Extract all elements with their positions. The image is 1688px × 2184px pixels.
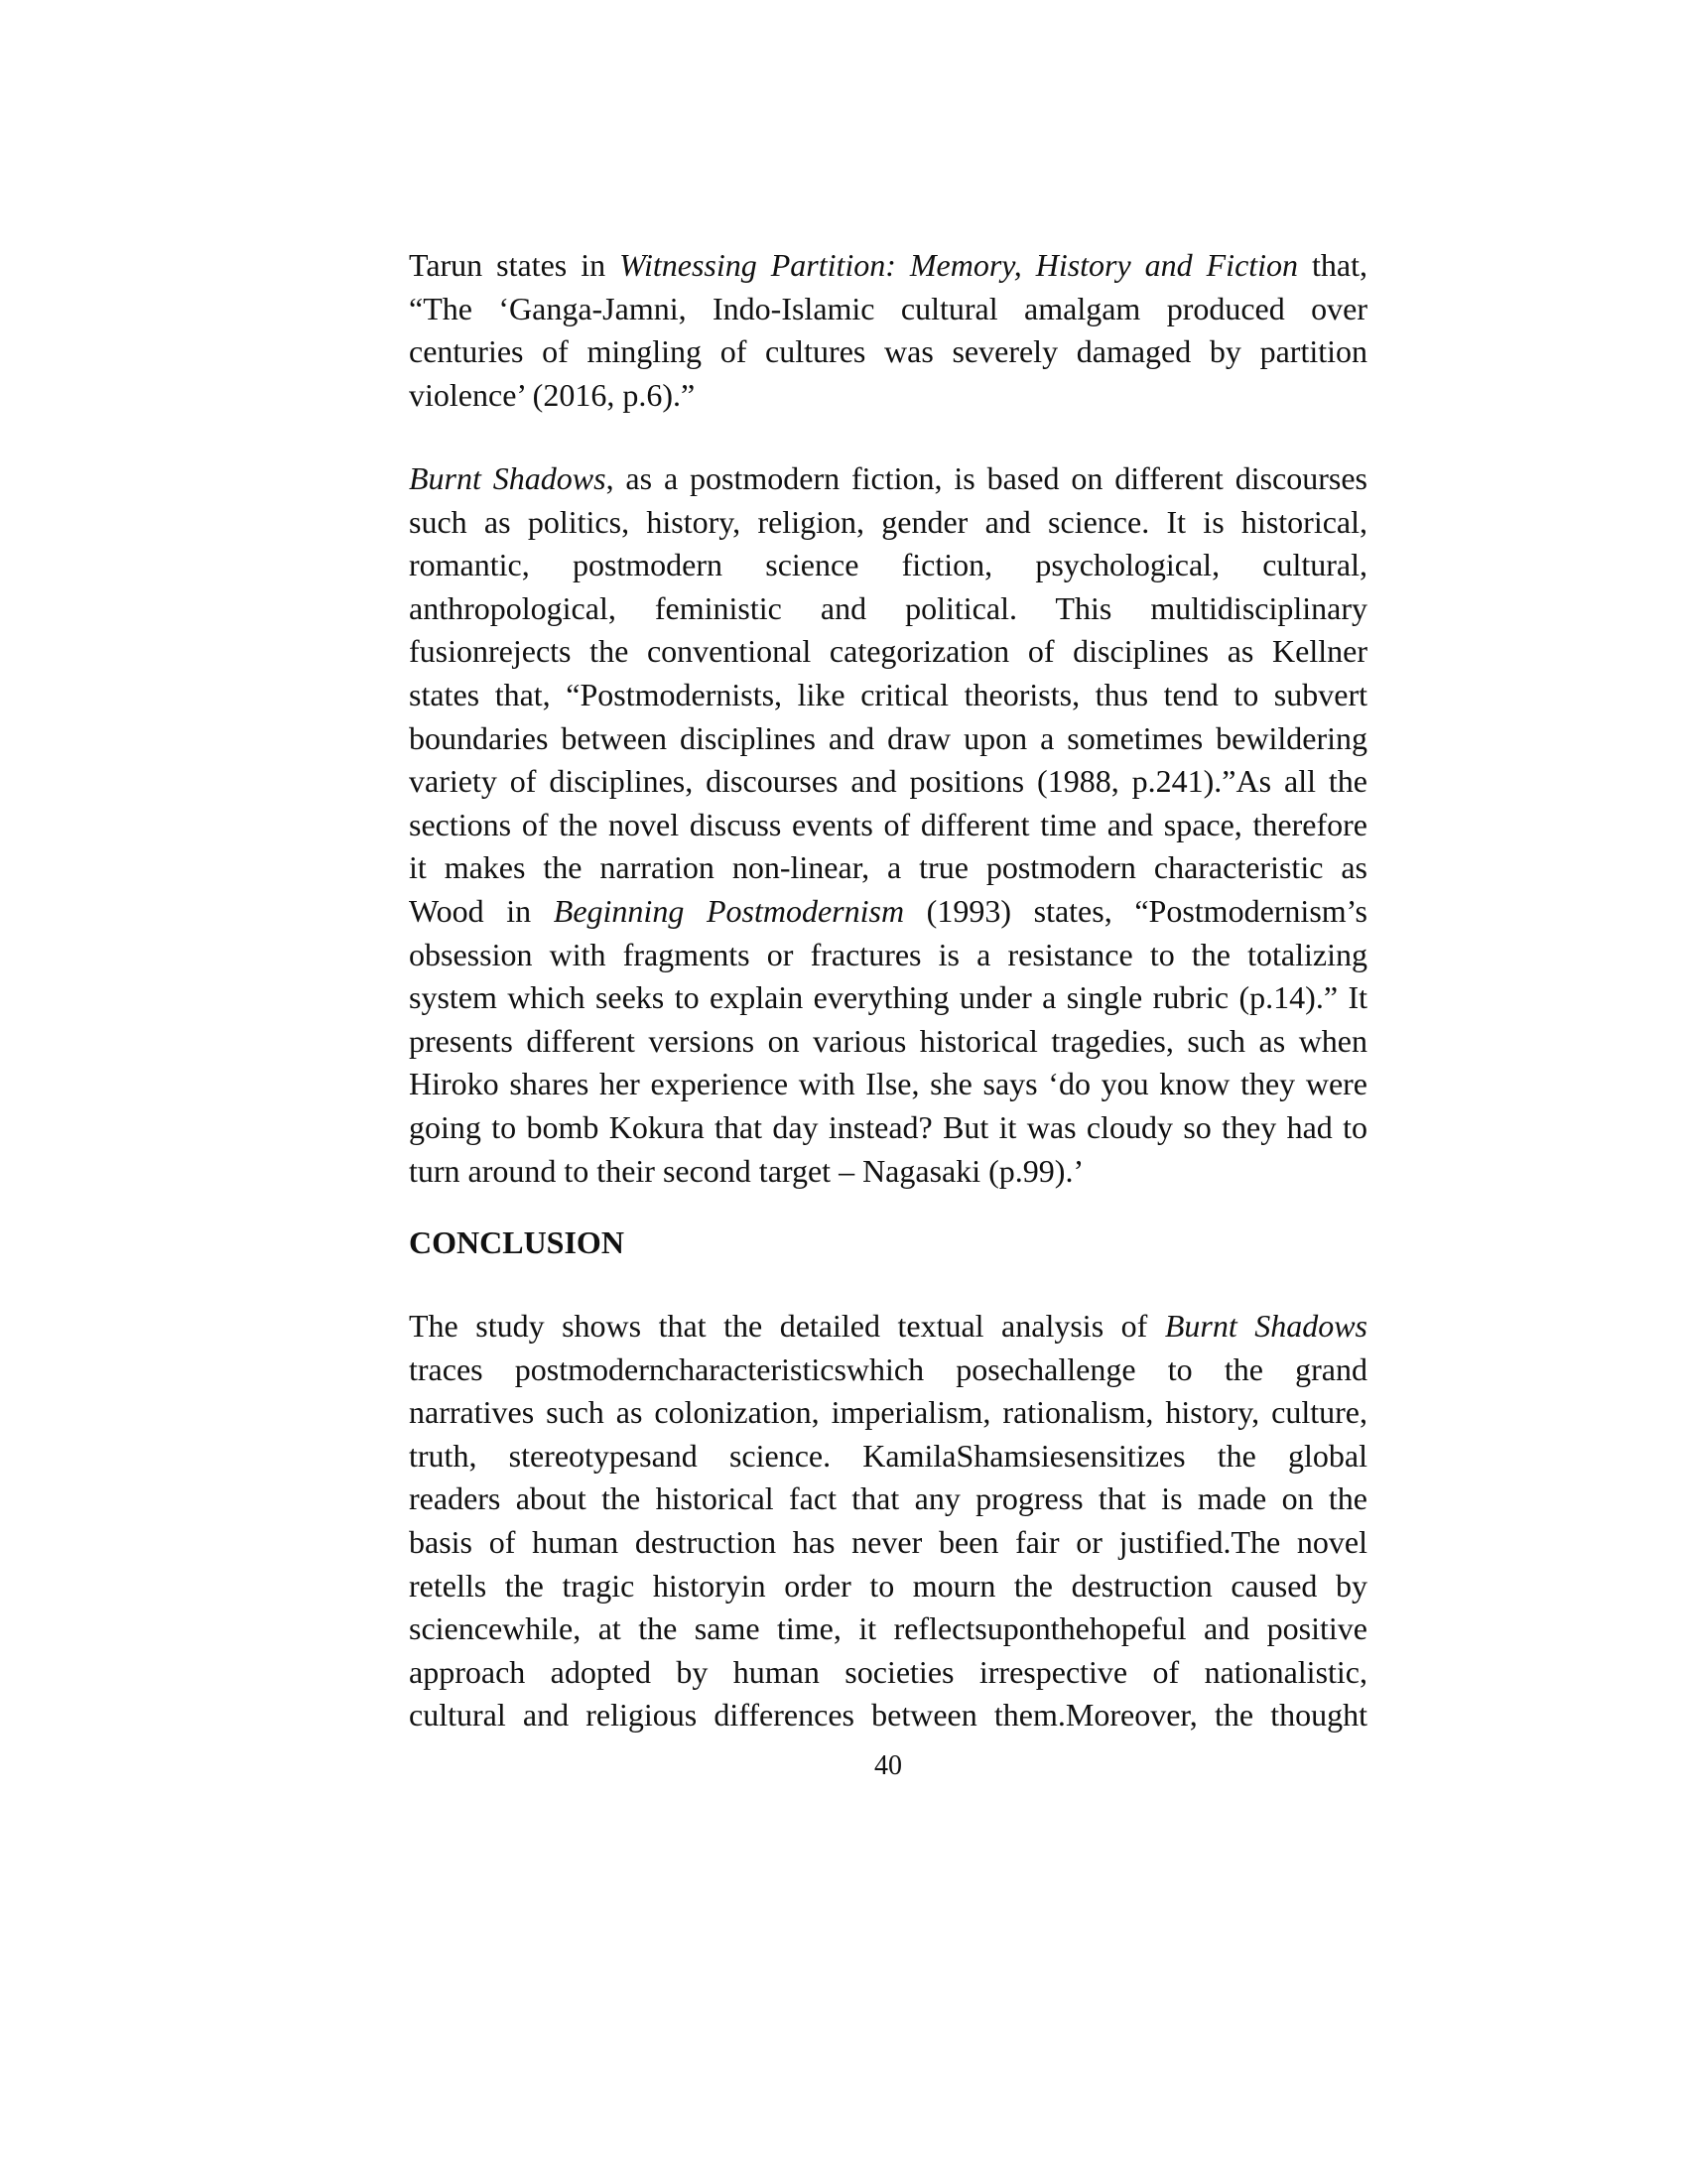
text-line: anthropological, feministic and political. This multidisciplinary	[409, 589, 1367, 626]
text-line: Wood in Beginning Postmodernism (1993) states, “Postmodernism’s	[409, 892, 1367, 929]
text-line: fusionrejects the conventional categorization of disciplines as Kellner	[409, 633, 1367, 670]
text-line: sciencewhile, at the same time, it reflectsuponthehopeful and positive	[409, 1610, 1367, 1647]
text-line: obsession with fragments or fractures is a resistance to the totalizing	[409, 936, 1367, 972]
text-line: Tarun states in Witnessing Partition: Memory, History and Fiction that,	[409, 247, 1367, 283]
text-line: Hiroko shares her experience with Ilse, she says ‘do you know they were	[409, 1066, 1367, 1102]
text-line: truth, stereotypesand science. KamilaShamsiesensitizes the global	[409, 1437, 1367, 1474]
text-line: The study shows that the detailed textual analysis of Burnt Shadows	[409, 1308, 1367, 1344]
text-line: system which seeks to explain everything under a single rubric (p.14).” It	[409, 979, 1367, 1016]
text-line: readers about the historical fact that any progress that is made on the	[409, 1480, 1367, 1517]
text-line: sections of the novel discuss events of different time and space, therefore	[409, 806, 1367, 842]
paragraph-postmodern-fiction	[409, 457, 1367, 1193]
text-line: romantic, postmodern science fiction, psychological, cultural,	[409, 547, 1367, 583]
text-line: basis of human destruction has never been fair or justified.The novel	[409, 1523, 1367, 1560]
text-line: variety of disciplines, discourses and positions (1988, p.241).”As all the	[409, 763, 1367, 800]
text-line: violence’ (2016, p.6).”	[409, 376, 696, 413]
text-line: narratives such as colonization, imperialism, rationalism, history, culture,	[409, 1394, 1367, 1431]
paragraph-conclusion	[409, 1305, 1367, 1737]
text-line: such as politics, history, religion, gender and science. It is historical,	[409, 503, 1367, 540]
text-line: it makes the narration non-linear, a true postmodern characteristic as	[409, 849, 1367, 886]
text-line: retells the tragic historyin order to mourn the destruction caused by	[409, 1567, 1367, 1604]
text-line: centuries of mingling of cultures was severely damaged by partition	[409, 333, 1367, 370]
text-line: states that, “Postmodernists, like critical theorists, thus tend to subvert	[409, 676, 1367, 712]
text-line: “The ‘Ganga-Jamni, Indo-Islamic cultural amalgam produced over	[409, 290, 1367, 326]
book-title: Witnessing Partition: Memory, History and Fiction	[619, 247, 1299, 283]
text-line: approach adopted by human societies irrespective of nationalistic,	[409, 1653, 1367, 1690]
book-title: Beginning Postmodernism	[553, 892, 905, 929]
text-line: presents different versions on various historical tragedies, such as when	[409, 1022, 1367, 1059]
text-line: boundaries between disciplines and draw upon a sometimes bewildering	[409, 719, 1367, 756]
page-number: 40	[874, 1750, 902, 1781]
section-heading-conclusion: CONCLUSION	[409, 1224, 624, 1260]
text-line: cultural and religious differences between them.Moreover, the thought	[409, 1697, 1367, 1734]
novel-title: Burnt Shadows	[1164, 1308, 1367, 1344]
text-line: traces postmoderncharacteristicswhich posechallenge to the grand	[409, 1350, 1367, 1387]
paragraph-partition-quote	[409, 244, 1367, 417]
text-line: going to bomb Kokura that day instead? But it was cloudy so they had to	[409, 1108, 1367, 1145]
text-line: Burnt Shadows, as a postmodern fiction, is based on different discourses	[409, 460, 1367, 496]
novel-title: Burnt Shadows	[409, 460, 606, 496]
text-line: turn around to their second target – Nagasaki (p.99).’	[409, 1152, 1085, 1189]
